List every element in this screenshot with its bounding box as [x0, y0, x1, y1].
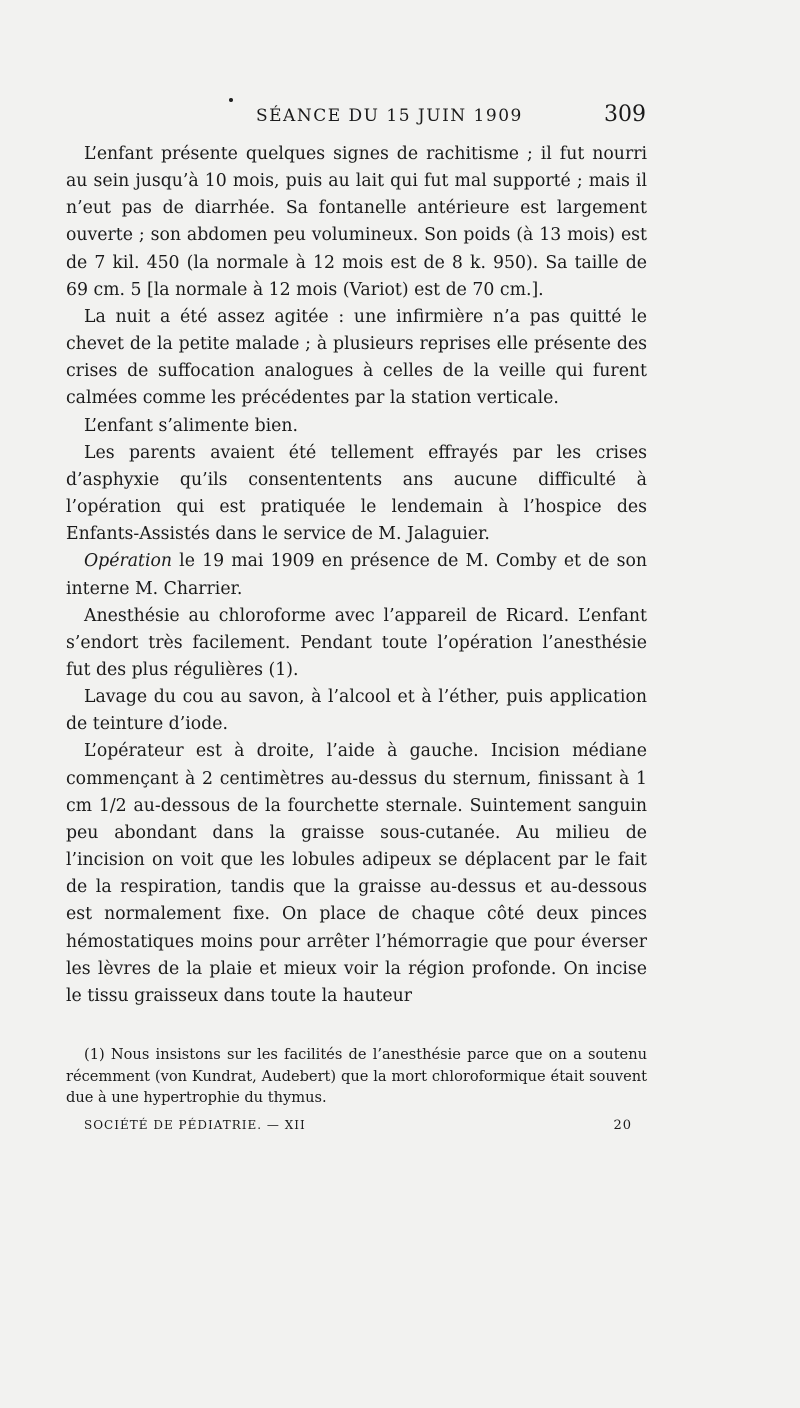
paragraph-operation	[66, 548, 647, 602]
operation-text: le 19 mai 1909 en présence de M. Comby et de son interne M. Charrier.	[66, 551, 647, 599]
paragraph: L’enfant s’alimente bien.	[84, 415, 299, 436]
paragraph: La nuit a été assez agitée : une infirmière n’a pas quitté le chevet de la petite malade ; à plusieurs reprises elle présente des crises de suffocation analogues à celles de la veille qui furent calmées comme les précédentes par la station verticale.	[66, 306, 647, 409]
body-text	[66, 141, 647, 1010]
page-number: 309	[604, 102, 646, 127]
signature-line	[84, 1118, 632, 1132]
paragraph: Anesthésie au chloroforme avec l’appareil de Ricard. L’enfant s’endort très facilement. Pendant toute l’opération l’anesthésie fut des plus régulières (1).	[66, 605, 647, 680]
printing-mark	[229, 98, 233, 102]
paragraph: Lavage du cou au savon, à l’alcool et à l’éther, puis application de teinture d’iode.	[66, 687, 647, 735]
running-header	[66, 104, 646, 134]
paragraph: Les parents avaient été tellement effrayés par les crises d’asphyxie qu’ils consententents ans aucune difficulté à l’opération qui est pratiquée le lendemain à l’hospice des Enfants-Assistés dans le service de M. Jalaguier.	[66, 442, 647, 545]
paragraph: L’opérateur est à droite, l’aide à gauche. Incision médiane commençant à 2 centimètres au-dessus du sternum, finissant à 1 cm 1/2 au-dessous de la fourchette sternale. Suintement sanguin peu abondant dans la graisse sous-cutanée. Au milieu de l’incision on voit que les lobules adipeux se déplacent par le fait de la respiration, tandis que la graisse au-dessus et au-dessous est normalement fixe. On place de chaque côté deux pinces hémostatiques moins pour arrêter l’hémorragie que pour éverser les lèvres de la plaie et mieux voir la région profonde. On incise le tissu graisseux dans toute la hauteur	[66, 741, 647, 1006]
paragraph: L’enfant présente quelques signes de rachitisme ; il fut nourri au sein jusqu’à 10 mois, puis au lait qui fut mal supporté ; mais il n’eut pas de diarrhée. Sa fontanelle antérieure est largement ouverte ; son abdomen peu volumineux. Son poids (à 13 mois) est de 7 kil. 450 (la normale à 12 mois est de 8 k. 950). Sa taille de 69 cm. 5 [la normale à 12 mois (Variot) est de 70 cm.].	[66, 144, 647, 300]
signature-left: SOCIÉTÉ DE PÉDIATRIE. — XII	[84, 1118, 306, 1132]
header-title: SÉANCE DU 15 JUIN 1909	[256, 106, 523, 126]
footnote	[66, 1044, 647, 1109]
footnote-text: (1) Nous insistons sur les facilités de l’anesthésie parce que on a soutenu récemment (von Kundrat, Audebert) que la mort chloroformique était souvent due à une hypertrophie du thymus.	[66, 1046, 647, 1106]
signature-number: 20	[613, 1118, 632, 1133]
operation-label: Opération	[84, 551, 173, 572]
